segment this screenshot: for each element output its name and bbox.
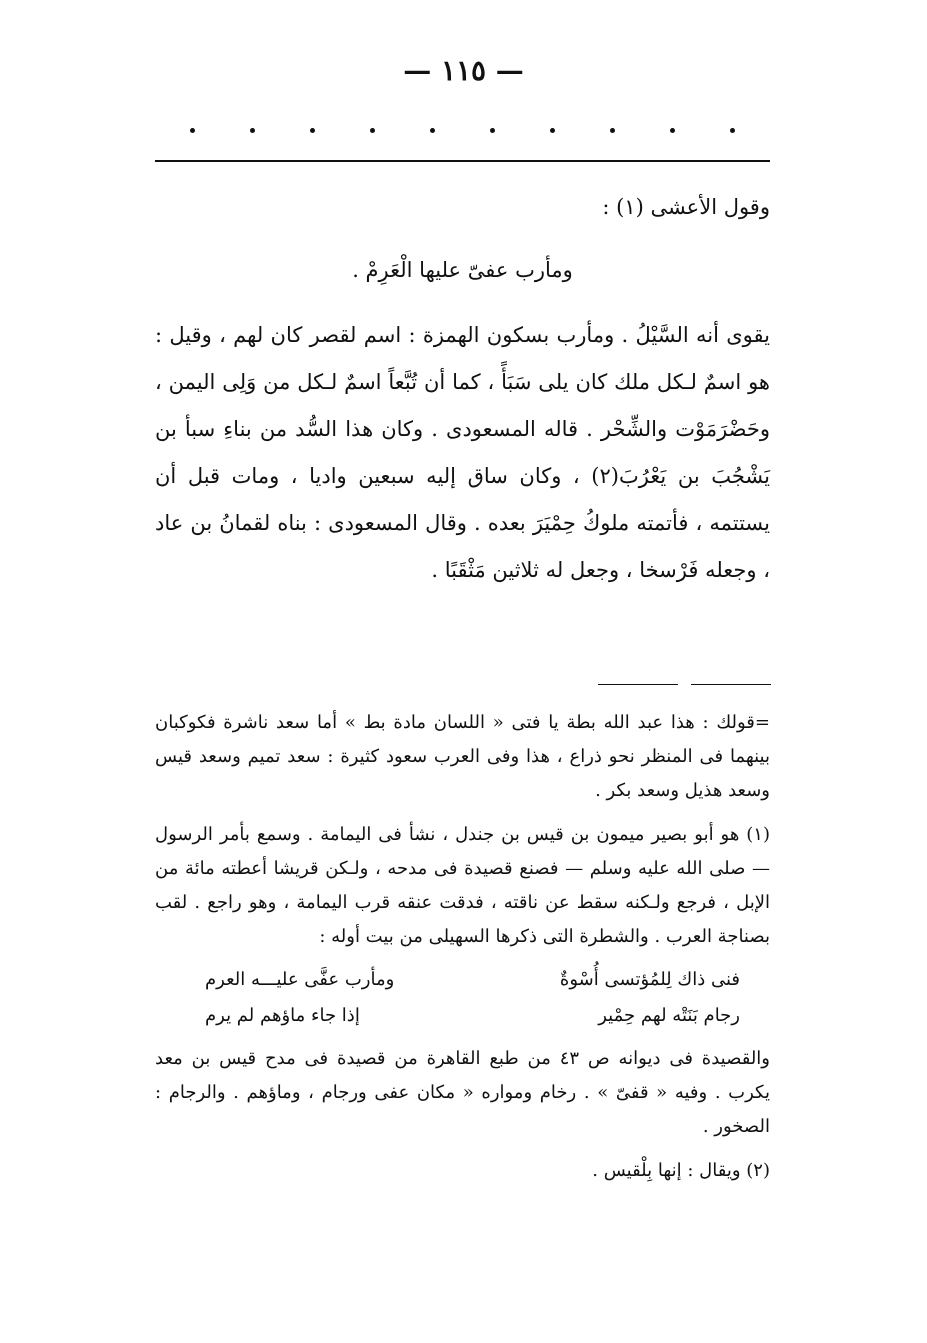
separator-line: [598, 684, 678, 685]
poem-line: [205, 962, 740, 998]
hemistich-first: رجام بَنَتْه لهم حِمْير: [598, 1005, 740, 1026]
dot: [310, 128, 315, 133]
separator-line: [691, 684, 771, 685]
dot: [250, 128, 255, 133]
footnote-separator: [598, 684, 771, 685]
dot: [730, 128, 735, 133]
dot: [670, 128, 675, 133]
hemistich-first: فنى ذاك لِلمُؤتسى أُسْوةٌ: [559, 969, 740, 990]
hemistich-second: إذا جاء ماؤهم لم يرم: [205, 1005, 360, 1026]
hemistich-second: ومأرب عفَّى عليـــه العرم: [205, 969, 395, 990]
ornamental-dots: [190, 128, 735, 133]
dot: [370, 128, 375, 133]
main-paragraph: يقوى أنه السَّيْلُ . ومأرب بسكون الهمزة : اسم لقصر كان لهم ، وقيل : هو اسمٌ لـكل ملك كان يلى سَبَأً ، كما أن تُبَّعاً اسمٌ لـكل من وَلِى اليمن ، وحَضْرَمَوْت والشِّحْر . قاله المسعودى . وكان هذا السُّد من بناءِ سبأ بن يَشْجُبَ بن يَعْرُبَ(٢) ، وكان ساق إليه سبعين واديا ، ومات قبل أن يستتمه ، فأتمته ملوكُ حِمْيَرَ بعده . وقال المسعودى : بناه لقمانُ بن عاد ، وجعله فَرْسخا ، وجعل له ثلاثين مَثْقَبًا .: [155, 323, 770, 582]
dot: [550, 128, 555, 133]
footnote-2: (٢) ويقال : إنها بِلْقيس .: [592, 1160, 770, 1181]
page-number: — ١١٥ —: [403, 54, 524, 87]
quoted-verse: ومأرب عفىّ عليها الْعَرِمْ .: [352, 258, 573, 282]
intro-line: وقول الأعشى (١) :: [602, 195, 770, 219]
poem: [155, 962, 770, 1034]
dot: [430, 128, 435, 133]
dot: [610, 128, 615, 133]
footnote-1-continuation: والقصيدة فى ديوانه ص ٤٣ من طبع القاهرة من قصيدة فى مدح قيس بن معد يكرب . وفيه « قفىّ » . رخام ومواره « مكان عفى ورجام ، وماؤهم . والرجام : الصخور .: [155, 1048, 770, 1137]
header-rule: [155, 160, 770, 162]
dot: [490, 128, 495, 133]
dot: [190, 128, 195, 133]
footnote-continuation: =قولك : هذا عبد الله بطة يا فتى « اللسان مادة بط » أما سعد ناشرة فكوكبان بينهما فى المنظر نحو ذراع ، هذا وفى العرب سعود كثيرة : سعد تميم وسعد قيس وسعد هذيل وسعد بكر .: [155, 712, 770, 801]
footnotes: [155, 706, 770, 1188]
poem-line: [205, 998, 740, 1034]
main-text: [155, 184, 770, 594]
footnote-1: (١) هو أبو بصير ميمون بن قيس بن جندل ، نشأ فى اليمامة . وسمع بأمر الرسول — صلى الله عليه وسلم — فصنع قصيدة فى مدحه ، ولـكن قريشا أعطته مائة من الإبل ، فرجع ولـكنه سقط عن ناقته ، فدقت عنقه قرب اليمامة ، وهو راجع . لقب بصناجة العرب . والشطرة التى ذكرها السهيلى من بيت أوله :: [155, 824, 770, 947]
